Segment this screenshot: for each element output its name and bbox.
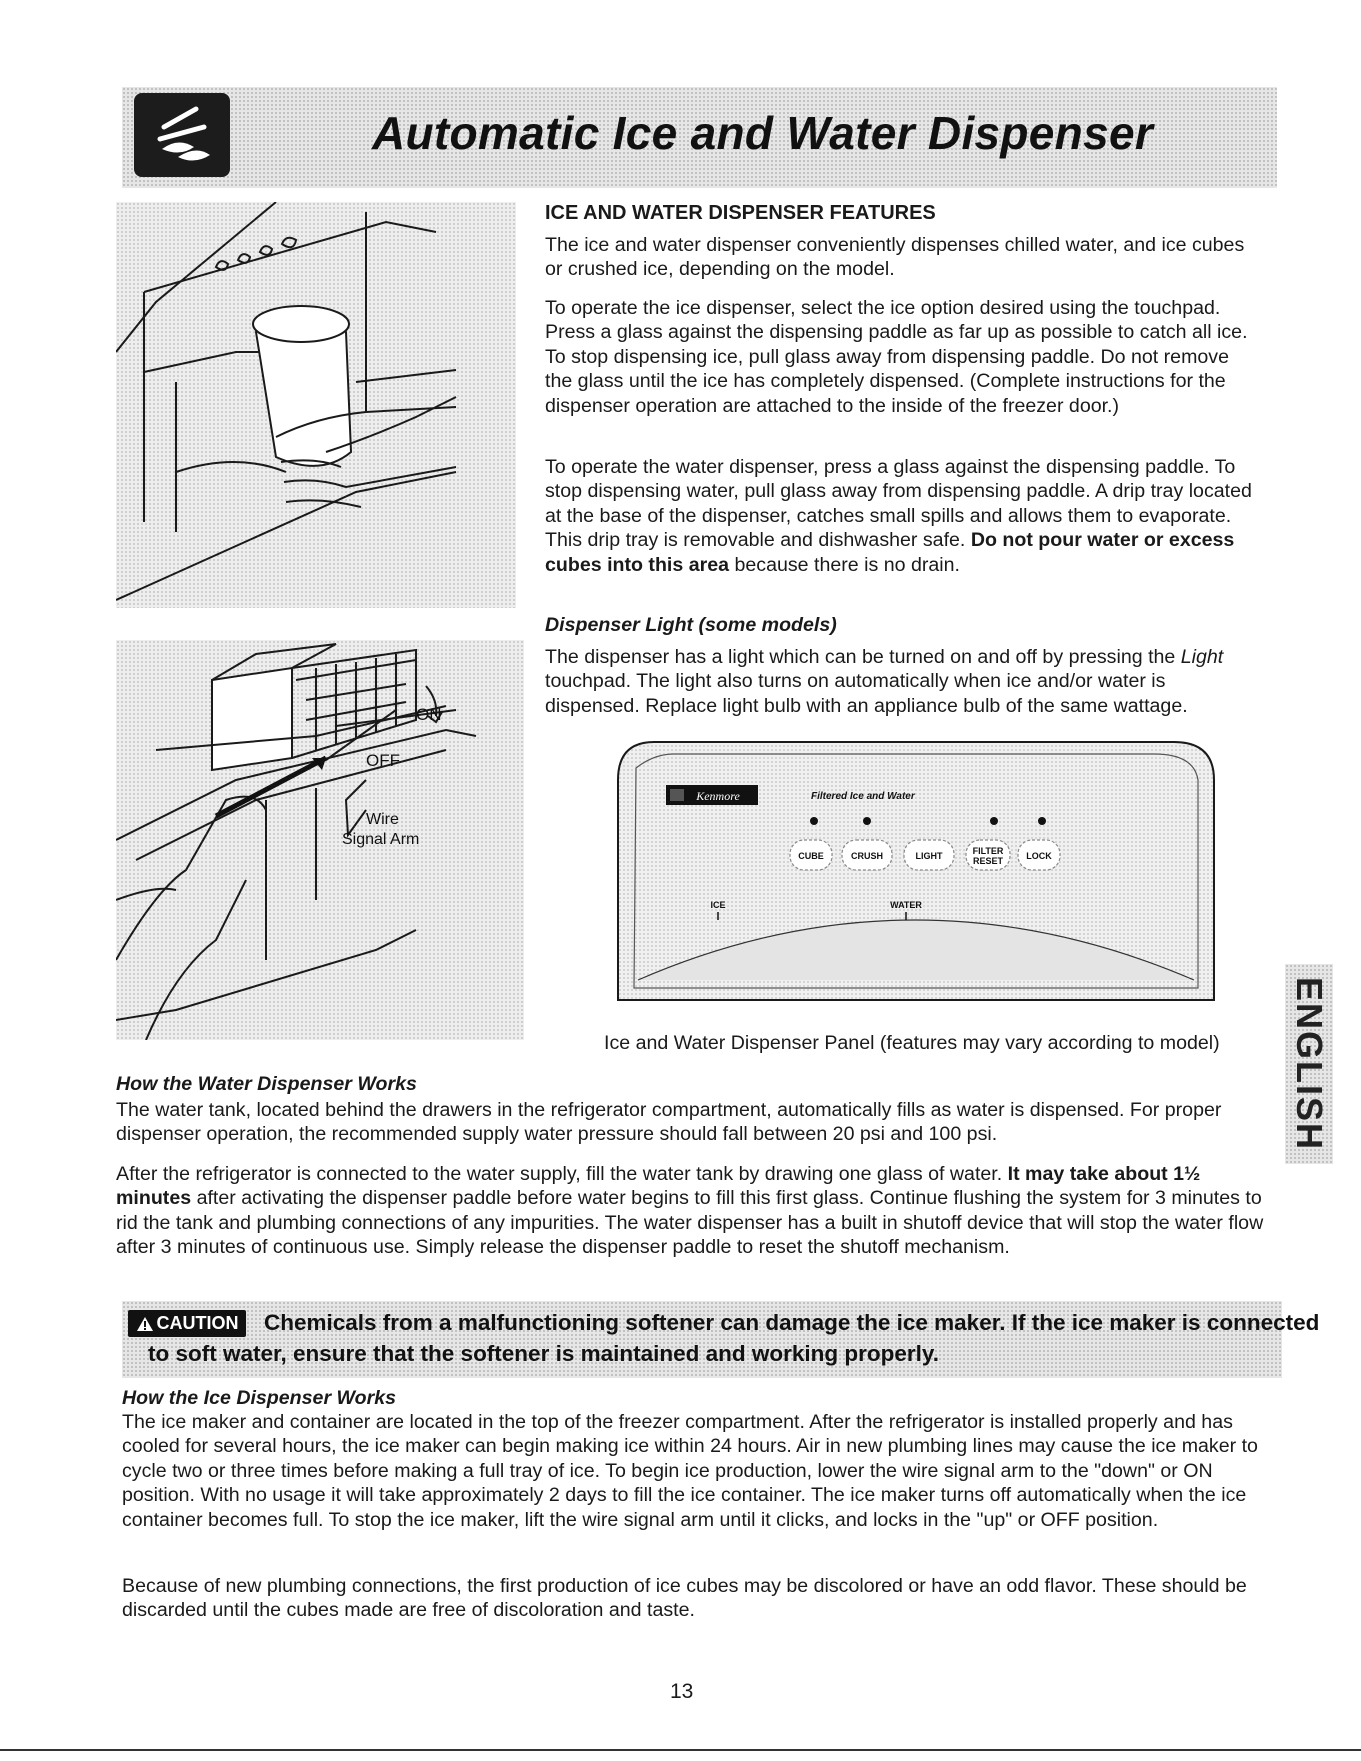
light-term: Light (1180, 646, 1224, 668)
features-intro: The ice and water dispenser conveniently dispenses chilled water, and ice cubes or crushed ice, depending on the model. (545, 234, 1245, 281)
ice-label: ICE (710, 900, 726, 910)
ice-dispenser-paragraph-1: The ice maker and container are located in the top of the freezer compartment. After the refrigerator is installed properly and has cooled for several hours, the ice maker can begin making ice within 24 hours. Air in new plumbing lines may cause the ice maker to cycle two or three times before making a full tray of ice. To begin ice production, lower the wire signal arm to the "down" or ON position. With no usage it will take approximately 2 days to fill the ice container. The ice maker turns off automatically when the ice container becomes full. To stop the ice maker, lift the wire signal arm until it clicks, and locks in the "up" or OFF position. (122, 1411, 1258, 1531)
ice-operation-paragraph: To operate the ice dispenser, select the ice option desired using the touchpad. Press a glass against the dispensing paddle as far up as possible to catch all ice. To stop dispensing ice, pull glass away from dispensing paddle. Do not remove the glass until the ice has completely dispensed. (Complete instructions for the dispenser operation are attached to the inside of the freezer door.) (545, 297, 1248, 417)
dispenser-glass-illustration (116, 202, 516, 608)
water-flush-emphasis: It may take about 1½ minutes (116, 1163, 1201, 1210)
water-dispenser-heading: How the Water Dispenser Works (116, 1073, 417, 1095)
brand-logo: Kenmore (696, 789, 740, 803)
language-tab-label: ENGLISH (1289, 976, 1331, 1152)
light-button: LIGHT (915, 851, 943, 861)
panel-caption: Ice and Water Dispenser Panel (features may vary according to model) (604, 1032, 1220, 1054)
wire-label: Wire (366, 811, 399, 828)
off-label: OFF (366, 751, 400, 770)
cube-button: CUBE (798, 851, 824, 861)
language-tab-label-wrap (1285, 964, 1333, 1164)
features-heading: ICE AND WATER DISPENSER FEATURES (545, 202, 936, 224)
crush-button: CRUSH (850, 851, 884, 861)
light-text: The dispenser has a light which can be turned on and off by pressing the (545, 646, 1176, 668)
ice-maker-illustration (116, 640, 524, 1040)
water-warning-text: Do not pour water or excess cubes into this area (545, 529, 1235, 576)
water-flush-text-end: after activating the dispenser paddle before water begins to fill this first glass. Continue flushing the system for 3 minutes to rid the tank and plumbing connections of any impurities. The water dispenser has a built in shutoff device that will stop the water flow after 3 minutes of continuous use. Simply release the dispenser paddle to reset the shutoff mechanism. (116, 1187, 1264, 1259)
page-title: Automatic Ice and Water Dispenser (372, 107, 1154, 159)
caution-text-line-2: to soft water, ensure that the softener is maintained and working properly. (148, 1341, 939, 1366)
caution-badge (128, 1310, 246, 1337)
ice-cubes-icon (134, 93, 230, 177)
footer-rule (0, 1749, 1361, 1751)
panel-subtitle: Filtered Ice and Water (811, 791, 915, 802)
dispenser-panel-illustration (614, 740, 1218, 1002)
water-operation-text-end: because there is no drain. (734, 553, 960, 576)
ice-dispenser-paragraph-2: Because of new plumbing connections, the first production of ice cubes may be discolored or have an odd flavor. These should be discarded until the cubes made are free of discoloration and taste. (122, 1575, 1247, 1622)
water-operation-paragraph (545, 455, 1260, 577)
caution-text-line-1: Chemicals from a malfunctioning softener can damage the ice maker. If the ice maker is connected (264, 1310, 1320, 1335)
filter-reset-button-line2: RESET (972, 856, 1004, 866)
lock-button: LOCK (1026, 851, 1052, 861)
light-text-end: touchpad. The light also turns on automatically when ice and/or water is dispensed. Replace light bulb with an appliance bulb of the same wattage. (545, 670, 1188, 717)
ice-dispenser-heading: How the Ice Dispenser Works (122, 1387, 397, 1409)
warning-triangle-icon (136, 1316, 154, 1332)
dispenser-light-paragraph (545, 645, 1260, 718)
water-operation-text: To operate the water dispenser, press a glass against the dispensing paddle. To stop dispensing water, pull glass away from dispensing paddle. A drip tray located at the base of the dispenser, catches small spills and allows them to evaporate. This drip tray is removable and dishwasher safe. (545, 456, 1252, 552)
on-label: ON (416, 705, 442, 724)
filter-reset-button-line1: FILTER (972, 846, 1004, 856)
dispenser-light-heading: Dispenser Light (some models) (545, 614, 837, 636)
water-flush-text: After the refrigerator is connected to the water supply, fill the water tank by drawing one glass of water. (116, 1163, 1003, 1185)
caution-badge-label: CAUTION (156, 1313, 239, 1333)
page-number: 13 (670, 1680, 694, 1703)
water-label: WATER (890, 900, 922, 910)
water-dispenser-paragraph-2 (116, 1162, 1276, 1260)
water-dispenser-paragraph-1: The water tank, located behind the drawers in the refrigerator compartment, automatically fills as water is dispensed. For proper dispenser operation, the recommended supply water pressure should fall between 20 psi and 100 psi. (116, 1099, 1222, 1146)
signal-arm-label: Signal Arm (342, 831, 420, 848)
